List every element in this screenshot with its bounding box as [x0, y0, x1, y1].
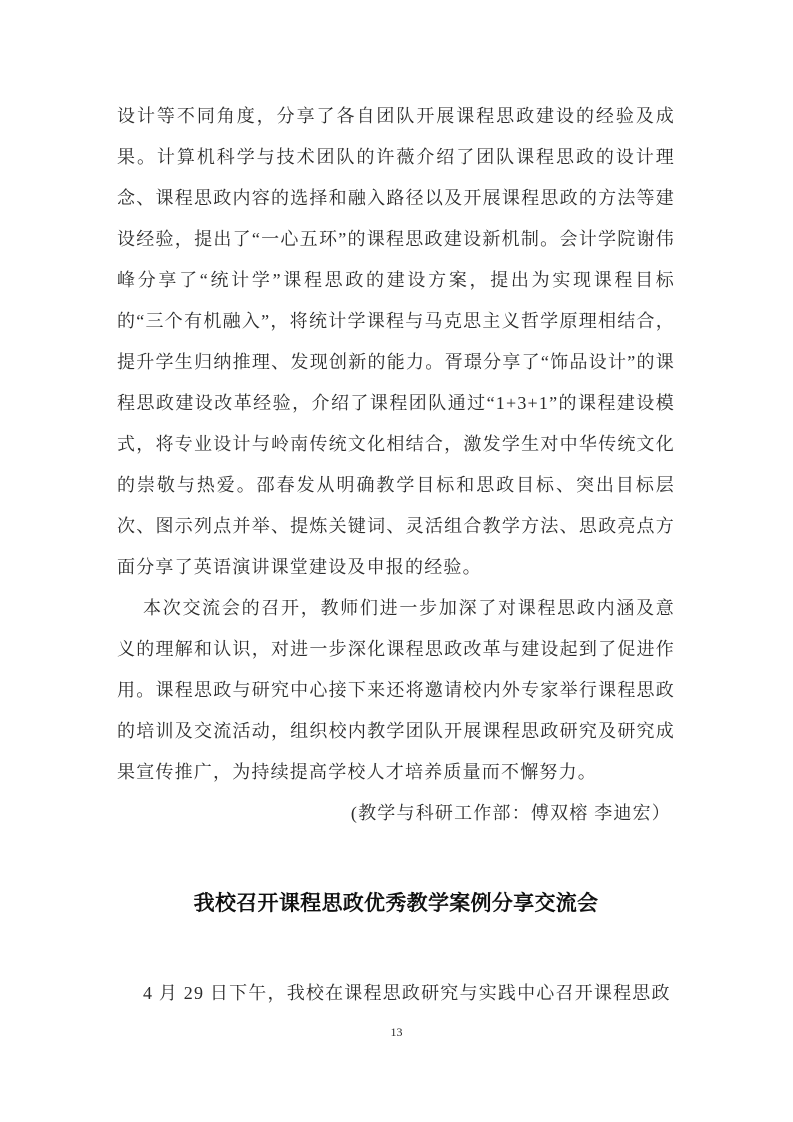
attribution-line: (教学与科研工作部：傅双榕 李迪宏） — [350, 803, 671, 823]
page-content — [117, 96, 675, 1014]
next-article-title: 我校召开课程思政优秀教学案例分享交流会 — [193, 891, 599, 915]
paragraph-continued: 设计等不同角度，分享了各自团队开展课程思政建设的经验及成果。计算机科学与技术团队的许薇介绍了团队课程思政的设计理念、课程思政内容的选择和融入路径以及开展课程思政的方法等建设经验，提出了“一心五环”的课程思政建设新机制。会计学院谢伟峰分享了“统计学”课程思政的建设方案，提出为实现课程目标的“三个有机融入”，将统计学课程与马克思主义哲学原理相结合，提升学生归纳推理、发现创新的能力。胥璟分享了“饰品设计”的课程思政建设改革经验，介绍了课程团队通过“1+3+1”的课程建设模式，将专业设计与岭南传统文化相结合，激发学生对中华传统文化的崇敬与热爱。邵春发从明确教学目标和思政目标、突出目标层次、图示列点并举、提炼关键词、灵活组合教学方法、思政亮点方面分享了英语演讲课堂建设及申报的经验。 — [117, 106, 675, 577]
page-number: 13 — [390, 1025, 403, 1039]
paragraph-article-intro: 4 月 29 日下午，我校在课程思政研究与实践中心召开课程思政 — [143, 983, 671, 1003]
paragraph-summary: 本次交流会的召开，教师们进一步加深了对课程思政内涵及意义的理解和认识，对进一步深化课程思政改革与建设起到了促进作用。课程思政与研究中心接下来还将邀请校内外专家举行课程思政的培训及交流活动，组织校内教学团队开展课程思政研究及研究成果宣传推广，为持续提高学校人才培养质量而不懈努力。 — [117, 598, 675, 782]
